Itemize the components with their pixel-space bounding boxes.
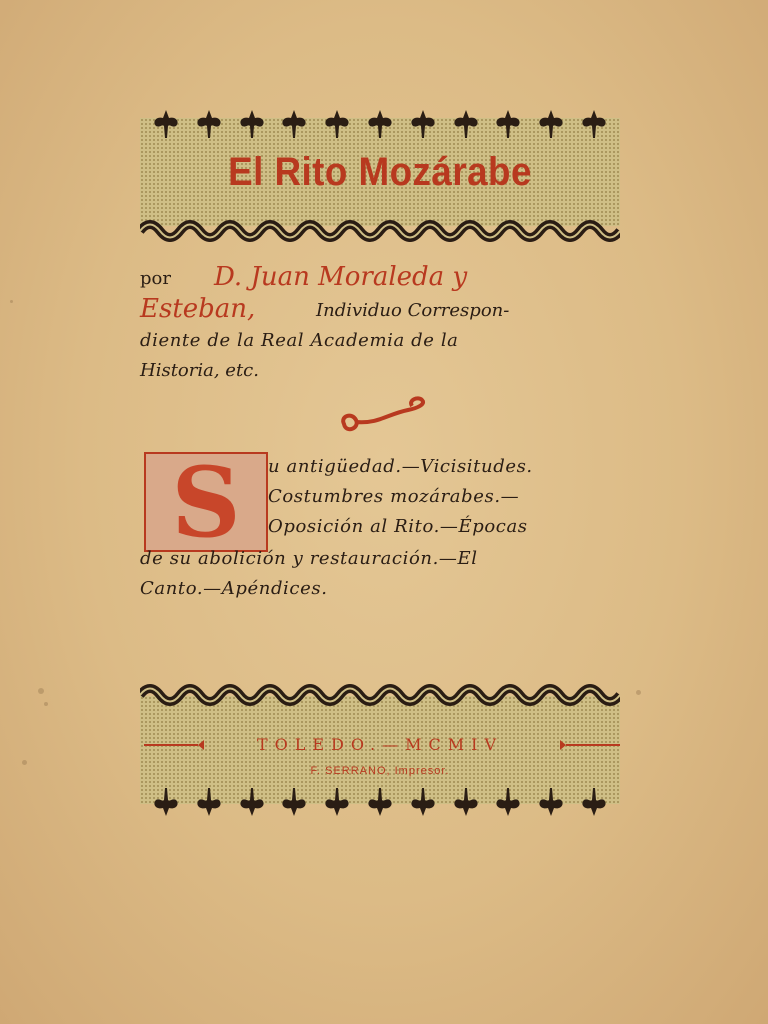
paper-stain [38, 688, 44, 694]
fleuron-icon [193, 108, 225, 140]
fleuron-icon [450, 108, 482, 140]
imprint-printer: F. SERRANO, Impresor. [310, 765, 450, 777]
author-desc-line1: Individuo Correspon- [316, 300, 510, 321]
fleuron-icon [407, 786, 439, 818]
fleuron-icon [492, 786, 524, 818]
imprint-place-year: TOLEDO.—MCMIV [256, 735, 504, 754]
page-title: El Rito Mozárabe [228, 150, 532, 194]
fleuron-icon [236, 786, 268, 818]
fleuron-icon [278, 108, 310, 140]
fleuron-row-top [150, 108, 610, 140]
author-name-line2: Esteban, [140, 294, 256, 324]
fleuron-icon [535, 786, 567, 818]
paper-stain [636, 690, 641, 695]
author-desc-line3: Historia, etc. [140, 360, 259, 381]
fleuron-icon [578, 108, 610, 140]
contents-line-4: de su abolición y restauración.—El [140, 548, 478, 569]
fleuron-icon [364, 108, 396, 140]
author-desc-line2: diente de la Real Academia de la [140, 330, 459, 351]
author-by: por [140, 268, 171, 289]
zigzag-border-bottom [140, 680, 620, 710]
fleuron-icon [407, 108, 439, 140]
fleuron-icon [321, 786, 353, 818]
fleuron-icon [278, 786, 310, 818]
fleuron-icon [492, 108, 524, 140]
paper-stain [22, 760, 27, 765]
fleuron-icon [150, 786, 182, 818]
fleuron-icon [535, 108, 567, 140]
paper-stain [44, 702, 48, 706]
contents-line-3: Oposición al Rito.—Épocas [268, 516, 528, 537]
fleuron-icon [450, 786, 482, 818]
fleuron-icon [193, 786, 225, 818]
flourish-ornament [338, 394, 430, 438]
paper-stain [10, 300, 13, 303]
fleuron-icon [364, 786, 396, 818]
fleuron-icon [321, 108, 353, 140]
contents-line-5: Canto.—Apéndices. [140, 578, 328, 599]
fleuron-icon [236, 108, 268, 140]
author-name-line1: D. Juan Moraleda y [214, 262, 468, 292]
drop-cap-letter: S [171, 446, 241, 559]
drop-cap-frame [144, 446, 268, 559]
contents-line-2: Costumbres mozárabes.— [268, 486, 520, 507]
fleuron-row-bottom [150, 786, 610, 818]
fleuron-icon [150, 108, 182, 140]
zigzag-border-top [140, 216, 620, 246]
fleuron-icon [578, 786, 610, 818]
contents-line-1: u antigüedad.—Vicisitudes. [268, 456, 533, 477]
